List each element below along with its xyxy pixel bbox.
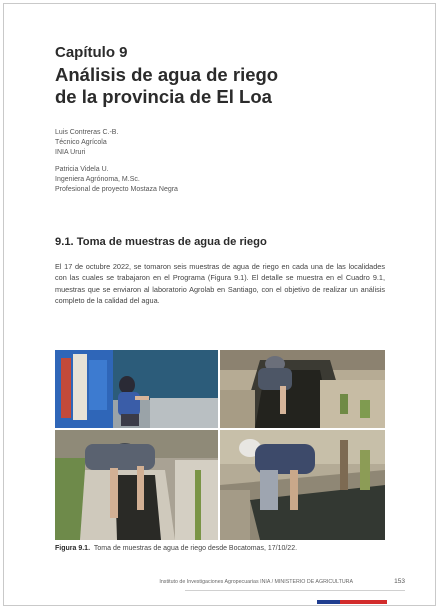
author-org: INIA Ururi [55,149,86,156]
figure-caption [55,545,385,552]
authors [55,128,385,195]
footer-institute: Instituto de Investigaciones Agropecuarias INIA / MINISTERIO DE AGRICULTURA [159,579,353,585]
flag-blue-segment [317,600,340,604]
footer-rule [185,590,405,591]
author-2 [55,165,385,195]
author-name: Patricia Videla U. [55,166,109,173]
chapter-title [55,64,385,108]
author-1 [55,128,385,158]
chapter-title-line-2: de la provincia de El Loa [55,86,272,107]
figure-caption-text: Toma de muestras de agua de riego desde Bocatomas, 17/10/22. [93,545,298,552]
section-paragraph: El 17 de octubre 2022, se tomaron seis muestras de agua de riego en cada una de las localidades con las cuales se trabajaron en el Programa (Figura 9.1). El detalle se muestra en el Cuadro 9.1, muestras que se enviaron al laboratorio Agrolab en Santiago, con el objetivo de realizar un análisis completo de la calidad del agua. [55,262,385,305]
author-role: Técnico Agrícola [55,139,107,146]
author-org: Profesional de proyecto Mostaza Negra [55,186,178,193]
figure-label: Figura 9.1. [55,545,91,552]
author-role: Ingeniera Agrónoma, M.Sc. [55,176,140,183]
author-name: Luis Contreras C.-B. [55,129,119,136]
page-number: 153 [394,578,405,585]
photo-sampling-1 [55,350,218,428]
flag-red-segment [340,600,387,604]
chapter-title-line-1: Análisis de agua de riego [55,64,279,85]
page-content [55,44,385,306]
footer-flag-stripe [317,600,387,604]
figure-photos [55,350,385,540]
photo-sampling-4 [220,430,385,540]
photo-sampling-3 [55,430,218,540]
chapter-label: Capítulo 9 [55,44,128,61]
photo-sampling-2 [220,350,385,428]
section-title: 9.1. Toma de muestras de agua de riego [55,236,267,248]
